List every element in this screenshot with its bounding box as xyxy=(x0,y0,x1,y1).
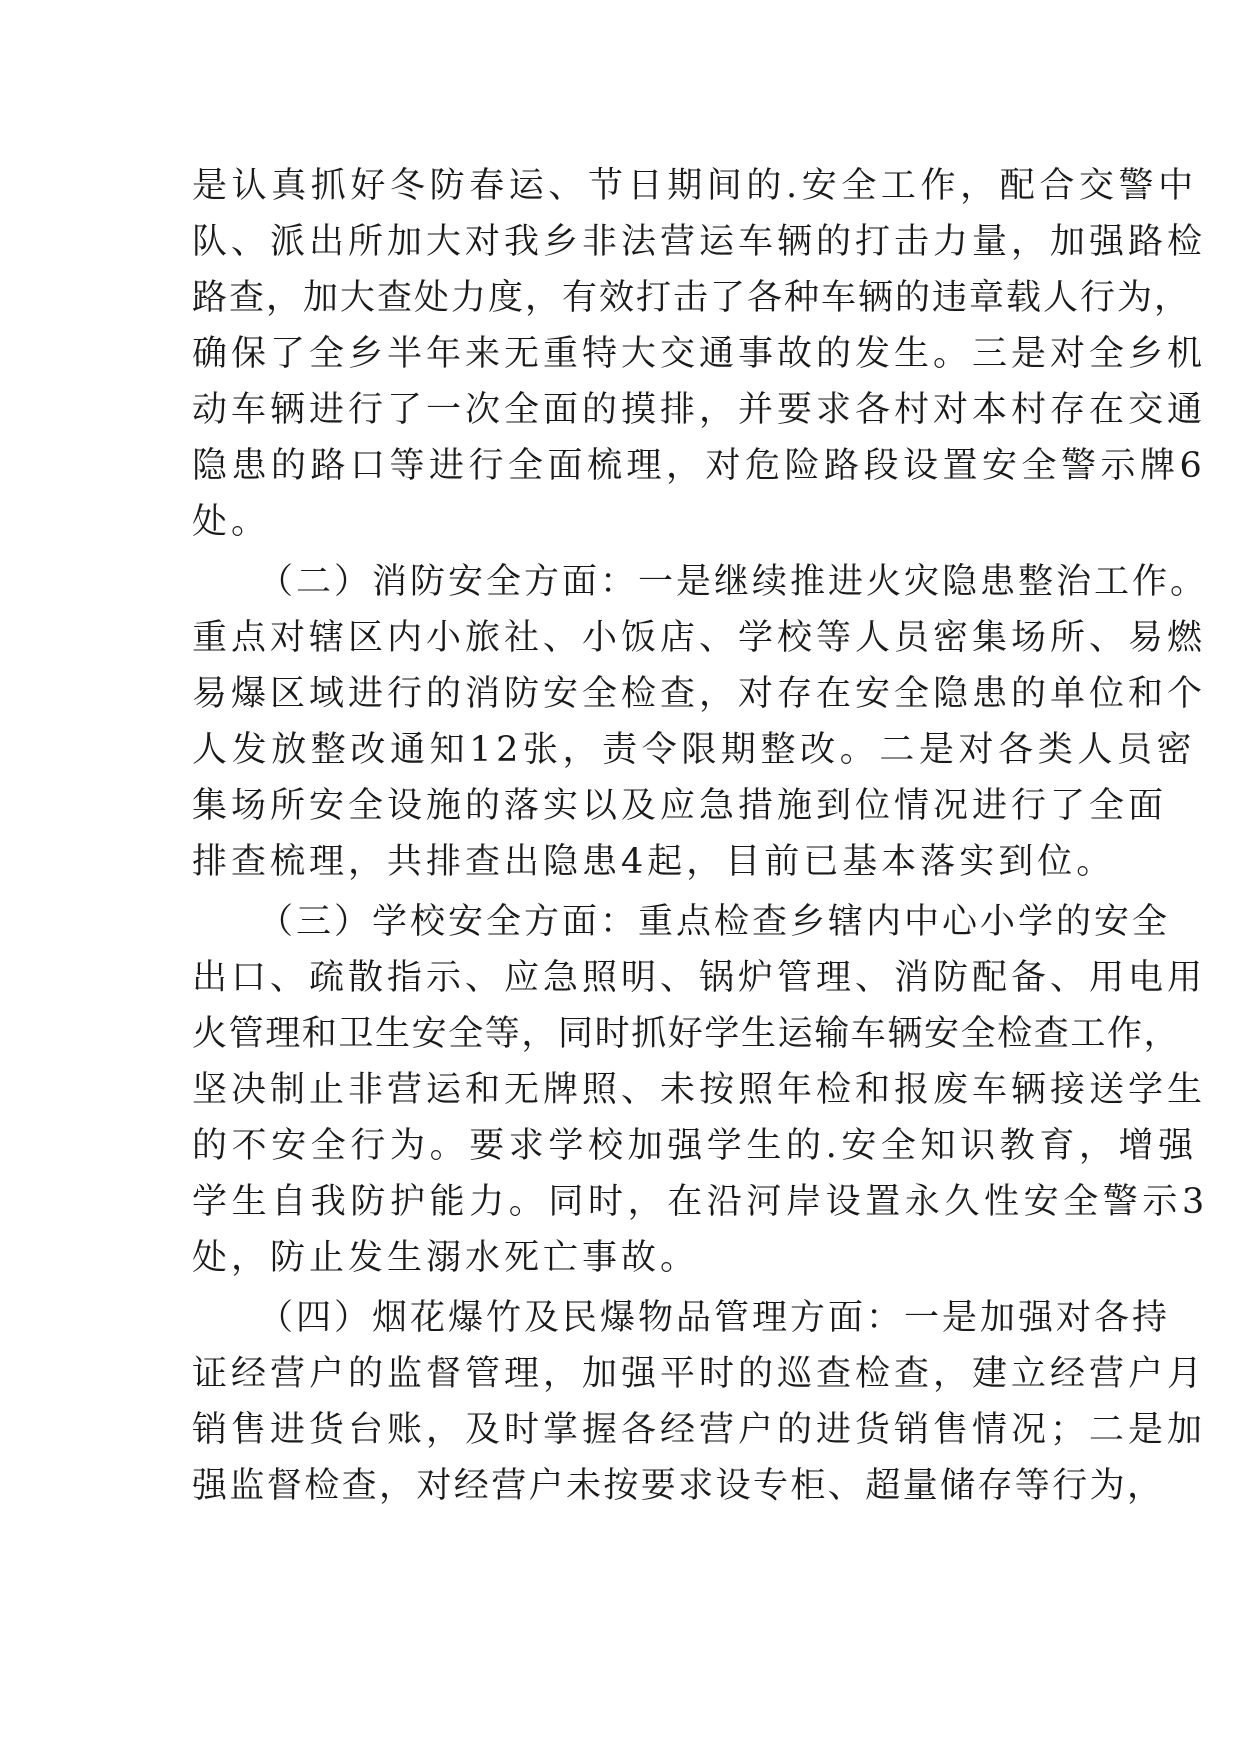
paragraph-school-safety xyxy=(192,894,1209,1286)
text-line: 排查梳理，共排查出隐患4起，目前已基本落实到位。 xyxy=(192,842,1116,882)
text-line: 动车辆进行了一次全面的摸排，并要求各村对本村存在交通 xyxy=(192,390,1207,430)
paragraph-traffic-safety xyxy=(192,158,1207,550)
text-line: 销售进货台账，及时掌握各经营户的进货销售情况；二是加 xyxy=(192,1410,1207,1450)
text-line: 学生自我防护能力。同时，在沿河岸设置永久性安全警示3 xyxy=(192,1182,1209,1222)
text-line: 集场所安全设施的落实以及应急措施到位情况进行了全面 xyxy=(192,786,1168,826)
text-line: 确保了全乡半年来无重特大交通事故的发生。三是对全乡机 xyxy=(192,334,1207,374)
text-line: 路查，加大查处力度，有效打击了各种车辆的违章载人行为， xyxy=(192,278,1192,318)
text-line: 人发放整改通知12张，责令限期整改。二是对各类人员密 xyxy=(192,730,1197,770)
paragraph-fireworks-management xyxy=(192,1290,1207,1514)
text-line: 重点对辖区内小旅社、小饭店、学校等人员密集场所、易燃 xyxy=(192,618,1207,658)
text-line: 的不安全行为。要求学校加强学生的.安全知识教育，增强 xyxy=(192,1126,1198,1166)
paragraph-fire-safety xyxy=(192,554,1209,890)
text-line: （四）烟花爆竹及民爆物品管理方面：一是加强对各持 xyxy=(258,1298,1171,1338)
text-line: 证经营户的监督管理，加强平时的巡查检查，建立经营户月 xyxy=(192,1354,1207,1394)
text-line: 隐患的路口等进行全面梳理，对危险路段设置安全警示牌6 xyxy=(192,446,1207,486)
text-line: （三）学校安全方面：重点检查乡辖内中心小学的安全 xyxy=(258,902,1171,942)
text-line: 易爆区域进行的消防安全检查，对存在安全隐患的单位和个 xyxy=(192,674,1207,714)
text-line: 队、派出所加大对我乡非法营运车辆的打击力量，加强路检 xyxy=(192,222,1207,262)
text-line: 坚决制止非营运和无牌照、未按照年检和报废车辆接送学生 xyxy=(192,1070,1207,1110)
text-line: 强监督检查，对经营户未按要求设专柜、超量储存等行为， xyxy=(192,1466,1165,1506)
text-line: 处，防止发生溺水死亡事故。 xyxy=(192,1238,700,1278)
text-line: 出口、疏散指示、应急照明、锅炉管理、消防配备、用电用 xyxy=(192,958,1207,998)
document-body xyxy=(192,158,1209,1514)
text-line: 火管理和卫生安全等，同时抓好学生运输车辆安全检查工作， xyxy=(192,1014,1181,1054)
text-line: 处。 xyxy=(192,502,271,542)
text-line: （二）消防安全方面：一是继续推进火灾隐患整治工作。 xyxy=(258,562,1209,602)
text-line: 是认真抓好冬防春运、节日期间的.安全工作，配合交警中 xyxy=(192,166,1198,206)
